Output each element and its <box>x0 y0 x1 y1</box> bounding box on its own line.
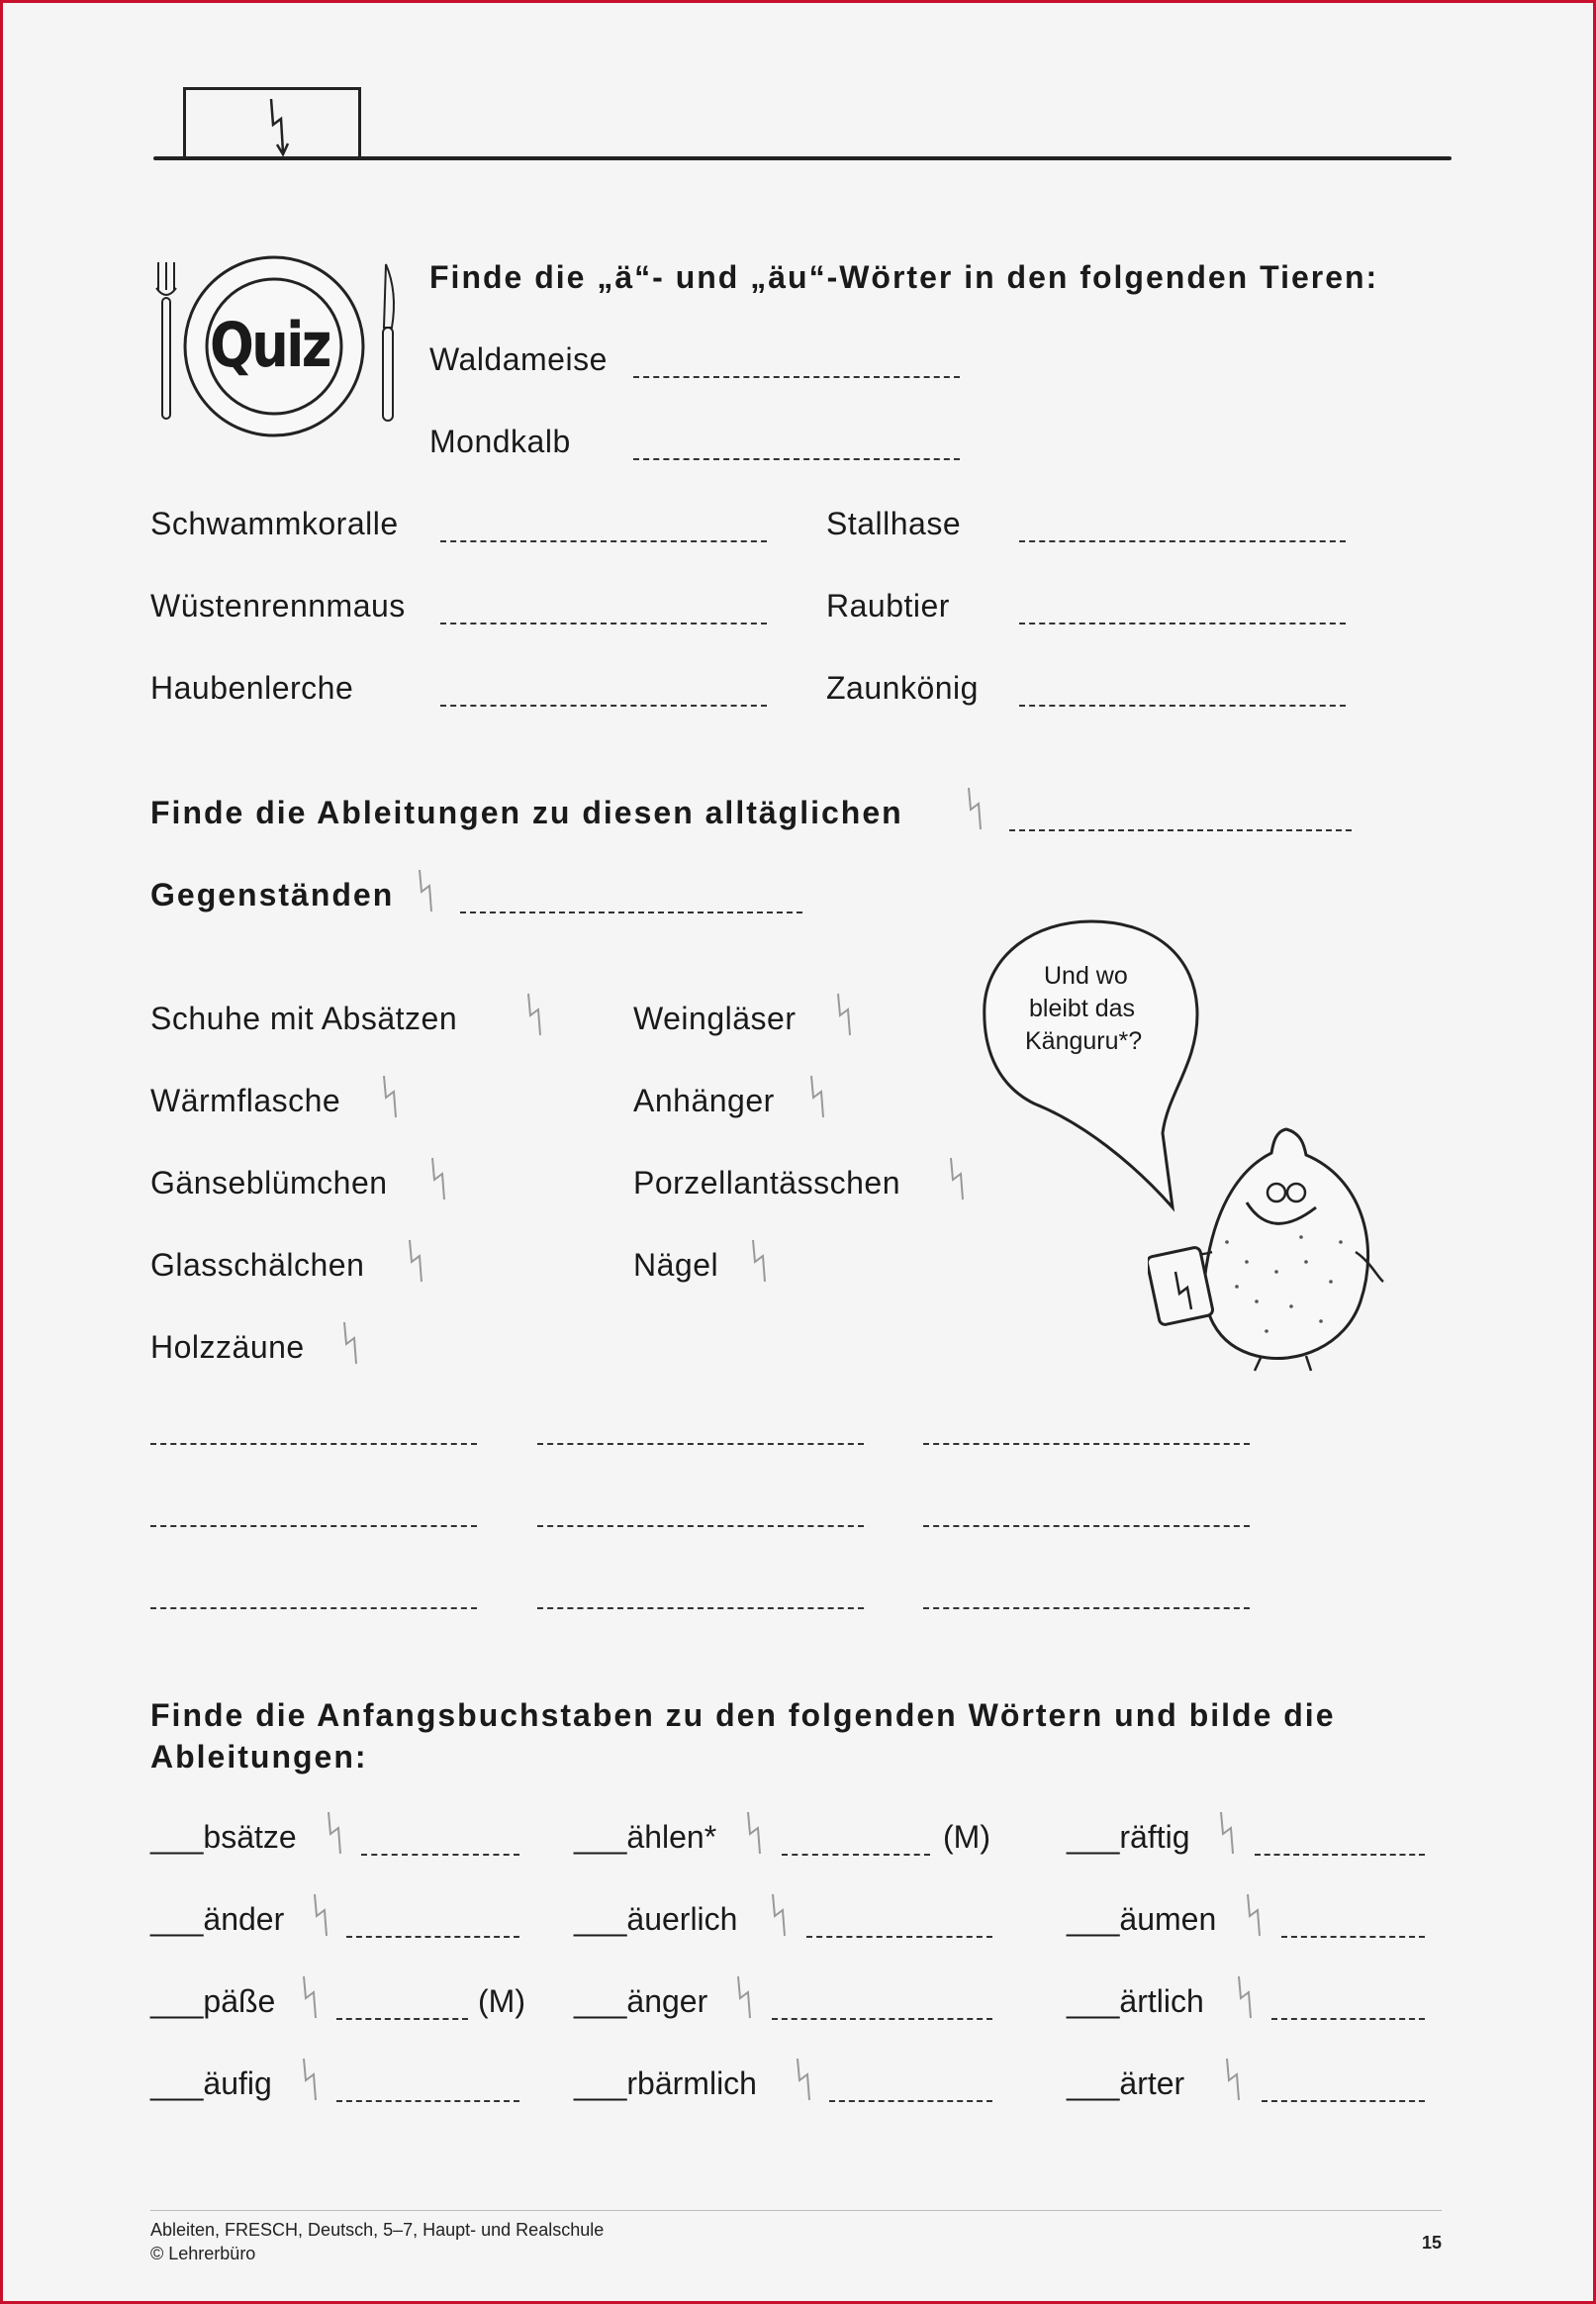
answer-blank[interactable] <box>633 376 960 378</box>
prefix-word: ___äumen <box>1067 1901 1217 1937</box>
lightning-icon <box>524 992 546 1037</box>
answer-blank[interactable] <box>440 623 767 624</box>
animal-wuestenrennmaus: Wüstenrennmaus <box>150 588 406 624</box>
fork-icon <box>156 262 176 419</box>
answer-blank[interactable] <box>537 1607 864 1609</box>
answer-blank[interactable] <box>923 1525 1250 1527</box>
section3-title-line1: Finde die Anfangsbuchstaben zu den folgenden Wörtern und bilde die <box>150 1697 1336 1733</box>
lightning-icon <box>1244 1892 1266 1938</box>
page-number: 15 <box>1422 2233 1443 2253</box>
lightning-icon <box>416 868 437 913</box>
lightning-icon <box>744 1810 766 1856</box>
marker-m: (M) <box>943 1819 990 1855</box>
animal-raubtier: Raubtier <box>826 588 950 624</box>
answer-blank[interactable] <box>829 2100 992 2102</box>
knife-icon <box>383 264 394 421</box>
answer-blank[interactable] <box>923 1607 1250 1609</box>
prefix-word: ___änger <box>574 1983 708 2019</box>
header-rule <box>153 156 1452 160</box>
item-gaensebluemchen: Gänseblümchen <box>150 1165 388 1200</box>
lemon-mascot-illustration <box>1148 1123 1405 1381</box>
lightning-icon <box>965 786 986 831</box>
marker-m: (M) <box>478 1983 525 2019</box>
speech-bubble-line3: Känguru*? <box>1025 1027 1143 1055</box>
lightning-icon <box>300 1974 322 2020</box>
section2-title-line1: Finde die Ableitungen zu diesen alltäglichen <box>150 795 903 830</box>
answer-blank[interactable] <box>460 912 802 913</box>
item-anhaenger: Anhänger <box>633 1083 775 1118</box>
answer-blank[interactable] <box>782 1854 930 1856</box>
answer-blank[interactable] <box>150 1607 477 1609</box>
item-glasschaelchen: Glasschälchen <box>150 1247 365 1283</box>
speech-bubble-line2: bleibt das <box>1029 995 1136 1022</box>
suitcase-icon <box>1148 1247 1214 1326</box>
section2-title-line2: Gegenständen <box>150 877 395 912</box>
animal-waldameise: Waldameise <box>429 341 608 377</box>
answer-blank[interactable] <box>1255 1854 1425 1856</box>
answer-blank[interactable] <box>1019 540 1346 542</box>
section3-title-line2: Ableitungen: <box>150 1739 368 1775</box>
answer-blank[interactable] <box>346 1936 519 1938</box>
item-waermflasche: Wärmflasche <box>150 1083 341 1118</box>
lightning-icon <box>794 2057 815 2102</box>
section1-title: Finde die „ä“- und „äu“-Wörter in den folgenden Tieren: <box>429 259 1379 295</box>
lightning-icon <box>340 1320 362 1366</box>
answer-blank[interactable] <box>1019 705 1346 707</box>
answer-blank[interactable] <box>923 1443 1250 1445</box>
answer-blank[interactable] <box>440 540 767 542</box>
answer-blank[interactable] <box>1262 2100 1425 2102</box>
animal-stallhase: Stallhase <box>826 506 962 541</box>
lightning-icon <box>947 1156 969 1201</box>
prefix-word: ___päße <box>150 1983 276 2019</box>
lightning-icon <box>734 1974 756 2020</box>
answer-blank[interactable] <box>537 1443 864 1445</box>
footer-line2: © Lehrerbüro <box>150 2244 256 2263</box>
answer-blank[interactable] <box>1281 1936 1425 1938</box>
answer-blank[interactable] <box>537 1525 864 1527</box>
lightning-icon <box>834 992 856 1037</box>
prefix-word: ___äuerlich <box>574 1901 738 1937</box>
answer-blank[interactable] <box>440 705 767 707</box>
lightning-icon <box>807 1074 829 1119</box>
item-holzzaeune: Holzzäune <box>150 1329 305 1365</box>
answer-blank[interactable] <box>150 1525 477 1527</box>
prefix-word: ___ärter <box>1067 2065 1185 2101</box>
lightning-icon <box>311 1892 332 1938</box>
answer-blank[interactable] <box>150 1443 477 1445</box>
answer-blank[interactable] <box>633 458 960 460</box>
answer-blank[interactable] <box>1271 2018 1425 2020</box>
lightning-icon <box>428 1156 450 1201</box>
prefix-word: ___ählen* <box>574 1819 717 1855</box>
prefix-word: ___änder <box>150 1901 285 1937</box>
animal-haubenlerche: Haubenlerche <box>150 670 354 706</box>
lightning-icon <box>406 1238 427 1284</box>
prefix-word: ___ärtlich <box>1067 1983 1204 2019</box>
prefix-word: ___räftig <box>1067 1819 1190 1855</box>
answer-blank[interactable] <box>772 2018 992 2020</box>
answer-blank[interactable] <box>1009 829 1352 831</box>
item-schuhe: Schuhe mit Absätzen <box>150 1001 458 1036</box>
speech-bubble-line1: Und wo <box>1044 962 1128 990</box>
answer-blank[interactable] <box>361 1854 519 1856</box>
prefix-word: ___bsätze <box>150 1819 297 1855</box>
lightning-icon <box>769 1892 791 1938</box>
prefix-word: ___rbärmlich <box>574 2065 757 2101</box>
quiz-label: Quiz <box>210 309 329 381</box>
answer-blank[interactable] <box>336 2100 519 2102</box>
item-naegel: Nägel <box>633 1247 719 1283</box>
animal-mondkalb: Mondkalb <box>429 424 571 459</box>
lightning-icon <box>325 1810 346 1856</box>
answer-blank[interactable] <box>1019 623 1346 624</box>
footer-rule <box>150 2210 1442 2211</box>
lightning-icon <box>300 2057 322 2102</box>
lightning-icon <box>749 1238 771 1284</box>
answer-blank[interactable] <box>806 1936 992 1938</box>
lightning-icon <box>1217 1810 1239 1856</box>
lightning-arrow-icon <box>265 97 291 156</box>
lightning-icon <box>1235 1974 1257 2020</box>
item-porzellantaesschen: Porzellantässchen <box>633 1165 900 1200</box>
animal-zaunkoenig: Zaunkönig <box>826 670 979 706</box>
animal-schwammkoralle: Schwammkoralle <box>150 506 399 541</box>
answer-blank[interactable] <box>336 2018 468 2020</box>
prefix-word: ___äufig <box>150 2065 272 2101</box>
lightning-icon <box>380 1074 402 1119</box>
item-weinglaeser: Weingläser <box>633 1001 797 1036</box>
footer-line1: Ableiten, FRESCH, Deutsch, 5–7, Haupt- und Realschule <box>150 2220 605 2240</box>
lightning-icon <box>1223 2057 1245 2102</box>
